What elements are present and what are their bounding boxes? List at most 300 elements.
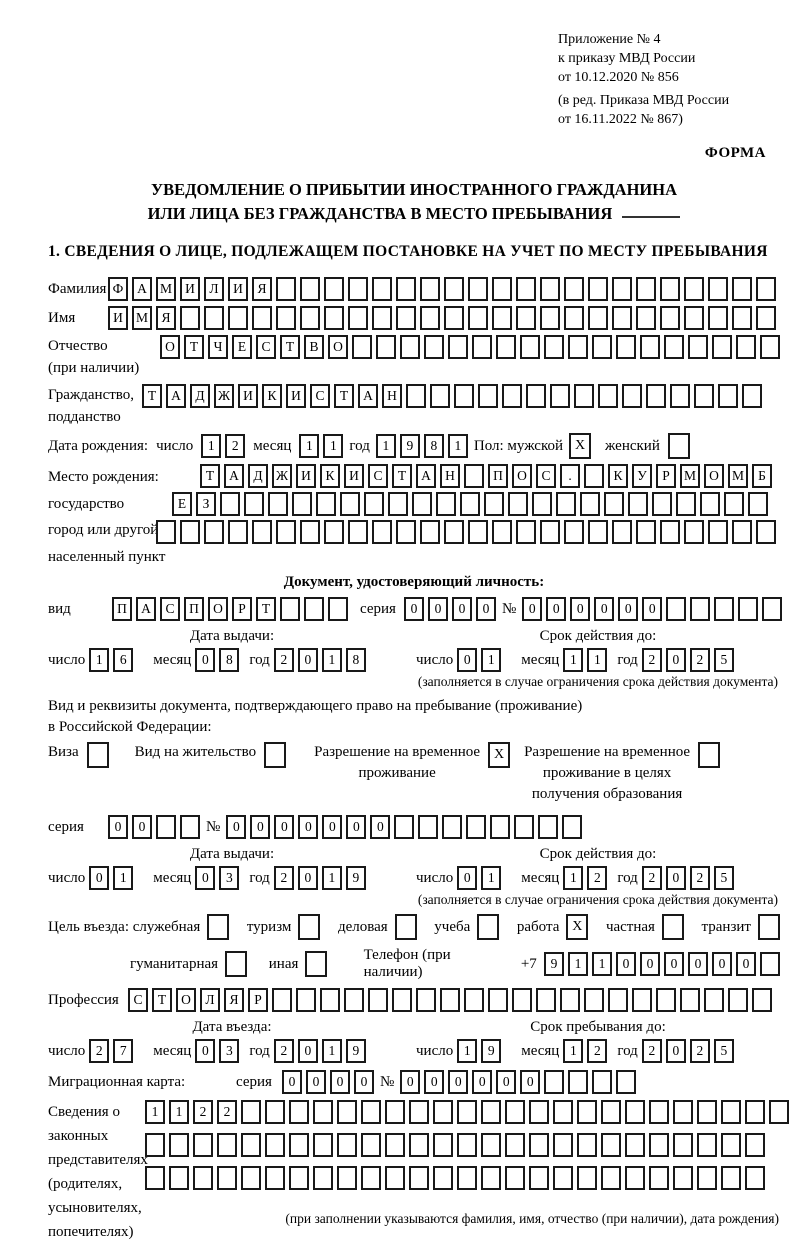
char-cell[interactable]: Я: [156, 306, 176, 330]
char-cell[interactable]: [516, 277, 536, 301]
char-cell[interactable]: [368, 988, 388, 1012]
char-cell[interactable]: 0: [354, 1070, 374, 1094]
char-cell[interactable]: К: [320, 464, 340, 488]
char-cell[interactable]: [328, 597, 348, 621]
study-checkbox[interactable]: [477, 914, 499, 940]
char-cell[interactable]: [502, 384, 522, 408]
char-cell[interactable]: [464, 988, 484, 1012]
char-cell[interactable]: [276, 277, 296, 301]
char-cell[interactable]: [416, 988, 436, 1012]
char-cell[interactable]: [697, 1166, 717, 1190]
char-cell[interactable]: [420, 306, 440, 330]
char-cell[interactable]: [87, 742, 109, 768]
doc-expiry-year-input[interactable]: [642, 648, 734, 672]
char-cell[interactable]: [516, 520, 536, 544]
doc-type-input[interactable]: [112, 597, 348, 621]
permit-expiry-day-input[interactable]: [457, 866, 501, 890]
char-cell[interactable]: [385, 1133, 405, 1157]
char-cell[interactable]: [564, 520, 584, 544]
char-cell[interactable]: [628, 492, 648, 516]
char-cell[interactable]: [296, 988, 316, 1012]
visa-checkbox[interactable]: [87, 742, 109, 768]
char-cell[interactable]: С: [160, 597, 180, 621]
char-cell[interactable]: [430, 384, 450, 408]
char-cell[interactable]: [292, 492, 312, 516]
char-cell[interactable]: 0: [400, 1070, 420, 1094]
char-cell[interactable]: [649, 1133, 669, 1157]
char-cell[interactable]: 1: [568, 952, 588, 976]
char-cell[interactable]: [313, 1166, 333, 1190]
char-cell[interactable]: [396, 306, 416, 330]
char-cell[interactable]: 1: [563, 866, 583, 890]
char-cell[interactable]: [272, 988, 292, 1012]
char-cell[interactable]: [324, 306, 344, 330]
char-cell[interactable]: И: [296, 464, 316, 488]
char-cell[interactable]: И: [238, 384, 258, 408]
char-cell[interactable]: Д: [248, 464, 268, 488]
char-cell[interactable]: [732, 520, 752, 544]
char-cell[interactable]: [664, 335, 684, 359]
char-cell[interactable]: [457, 1166, 477, 1190]
char-cell[interactable]: 1: [201, 434, 221, 458]
char-cell[interactable]: [244, 492, 264, 516]
char-cell[interactable]: [193, 1166, 213, 1190]
doc-expiry-day-input[interactable]: [457, 648, 501, 672]
char-cell[interactable]: Ж: [272, 464, 292, 488]
doc-issue-month-input[interactable]: [195, 648, 239, 672]
tourism-checkbox[interactable]: [298, 914, 320, 940]
char-cell[interactable]: [241, 1133, 261, 1157]
char-cell[interactable]: А: [166, 384, 186, 408]
char-cell[interactable]: [708, 277, 728, 301]
char-cell[interactable]: [560, 988, 580, 1012]
char-cell[interactable]: 2: [274, 1039, 294, 1063]
char-cell[interactable]: [395, 914, 417, 940]
char-cell[interactable]: [636, 520, 656, 544]
char-cell[interactable]: 0: [666, 648, 686, 672]
char-cell[interactable]: [694, 384, 714, 408]
char-cell[interactable]: [752, 988, 772, 1012]
char-cell[interactable]: [742, 384, 762, 408]
char-cell[interactable]: 1: [323, 434, 343, 458]
char-cell[interactable]: [704, 988, 724, 1012]
char-cell[interactable]: [673, 1166, 693, 1190]
surname-input[interactable]: [108, 277, 776, 301]
char-cell[interactable]: О: [328, 335, 348, 359]
char-cell[interactable]: [268, 492, 288, 516]
char-cell[interactable]: [697, 1100, 717, 1124]
permit-expiry-year-input[interactable]: [642, 866, 734, 890]
char-cell[interactable]: И: [286, 384, 306, 408]
doc-issue-year-input[interactable]: [274, 648, 366, 672]
char-cell[interactable]: [145, 1166, 165, 1190]
char-cell[interactable]: 2: [690, 866, 710, 890]
char-cell[interactable]: Е: [172, 492, 192, 516]
char-cell[interactable]: [464, 464, 484, 488]
char-cell[interactable]: И: [344, 464, 364, 488]
char-cell[interactable]: [625, 1166, 645, 1190]
char-cell[interactable]: 0: [428, 597, 448, 621]
char-cell[interactable]: [601, 1166, 621, 1190]
char-cell[interactable]: 0: [322, 815, 342, 839]
char-cell[interactable]: [289, 1100, 309, 1124]
char-cell[interactable]: [625, 1100, 645, 1124]
char-cell[interactable]: [385, 1100, 405, 1124]
char-cell[interactable]: [745, 1133, 765, 1157]
char-cell[interactable]: [612, 520, 632, 544]
char-cell[interactable]: 1: [322, 866, 342, 890]
mig-number-input[interactable]: [400, 1070, 636, 1094]
char-cell[interactable]: Т: [184, 335, 204, 359]
char-cell[interactable]: 0: [666, 866, 686, 890]
char-cell[interactable]: 0: [226, 815, 246, 839]
char-cell[interactable]: [433, 1100, 453, 1124]
char-cell[interactable]: О: [208, 597, 228, 621]
char-cell[interactable]: [700, 492, 720, 516]
char-cell[interactable]: [646, 384, 666, 408]
char-cell[interactable]: [712, 335, 732, 359]
char-cell[interactable]: 0: [370, 815, 390, 839]
char-cell[interactable]: М: [132, 306, 152, 330]
char-cell[interactable]: [721, 1133, 741, 1157]
char-cell[interactable]: [193, 1133, 213, 1157]
permit-issue-month-input[interactable]: [195, 866, 239, 890]
rvp-checkbox[interactable]: [488, 742, 510, 768]
char-cell[interactable]: 2: [642, 648, 662, 672]
char-cell[interactable]: [316, 492, 336, 516]
char-cell[interactable]: 9: [400, 434, 420, 458]
char-cell[interactable]: 0: [496, 1070, 516, 1094]
char-cell[interactable]: [673, 1100, 693, 1124]
char-cell[interactable]: 0: [452, 597, 472, 621]
char-cell[interactable]: 1: [592, 952, 612, 976]
char-cell[interactable]: 1: [145, 1100, 165, 1124]
char-cell[interactable]: [340, 492, 360, 516]
char-cell[interactable]: [758, 914, 780, 940]
rvp-education-checkbox[interactable]: [698, 742, 720, 768]
char-cell[interactable]: [745, 1166, 765, 1190]
char-cell[interactable]: 0: [640, 952, 660, 976]
other-purpose-checkbox[interactable]: [305, 951, 327, 977]
char-cell[interactable]: [400, 335, 420, 359]
char-cell[interactable]: 0: [195, 866, 215, 890]
char-cell[interactable]: [553, 1133, 573, 1157]
doc-issue-day-input[interactable]: [89, 648, 133, 672]
char-cell[interactable]: [601, 1100, 621, 1124]
char-cell[interactable]: [481, 1100, 501, 1124]
char-cell[interactable]: [588, 277, 608, 301]
char-cell[interactable]: [313, 1133, 333, 1157]
patronymic-input[interactable]: [160, 335, 780, 359]
char-cell[interactable]: [529, 1166, 549, 1190]
char-cell[interactable]: [714, 597, 734, 621]
char-cell[interactable]: [276, 520, 296, 544]
char-cell[interactable]: [204, 306, 224, 330]
birth-year-input[interactable]: [376, 434, 468, 458]
char-cell[interactable]: К: [262, 384, 282, 408]
char-cell[interactable]: [732, 277, 752, 301]
char-cell[interactable]: [364, 492, 384, 516]
char-cell[interactable]: 2: [274, 648, 294, 672]
char-cell[interactable]: С: [256, 335, 276, 359]
transit-checkbox[interactable]: [758, 914, 780, 940]
char-cell[interactable]: П: [488, 464, 508, 488]
char-cell[interactable]: [324, 520, 344, 544]
char-cell[interactable]: [337, 1100, 357, 1124]
char-cell[interactable]: 0: [472, 1070, 492, 1094]
char-cell[interactable]: Т: [200, 464, 220, 488]
birth-month-input[interactable]: [299, 434, 343, 458]
char-cell[interactable]: Т: [256, 597, 276, 621]
char-cell[interactable]: [442, 815, 462, 839]
char-cell[interactable]: 8: [219, 648, 239, 672]
char-cell[interactable]: 0: [457, 866, 477, 890]
char-cell[interactable]: П: [184, 597, 204, 621]
char-cell[interactable]: [344, 988, 364, 1012]
char-cell[interactable]: 1: [169, 1100, 189, 1124]
char-cell[interactable]: [472, 335, 492, 359]
char-cell[interactable]: [280, 597, 300, 621]
char-cell[interactable]: О: [512, 464, 532, 488]
char-cell[interactable]: [305, 951, 327, 977]
char-cell[interactable]: 1: [376, 434, 396, 458]
char-cell[interactable]: [313, 1100, 333, 1124]
char-cell[interactable]: [544, 335, 564, 359]
official-checkbox[interactable]: [207, 914, 229, 940]
char-cell[interactable]: [372, 277, 392, 301]
char-cell[interactable]: О: [176, 988, 196, 1012]
char-cell[interactable]: З: [196, 492, 216, 516]
char-cell[interactable]: [440, 988, 460, 1012]
char-cell[interactable]: [156, 520, 176, 544]
permit-issue-day-input[interactable]: [89, 866, 133, 890]
char-cell[interactable]: [728, 988, 748, 1012]
char-cell[interactable]: [673, 1133, 693, 1157]
char-cell[interactable]: 1: [299, 434, 319, 458]
char-cell[interactable]: [409, 1166, 429, 1190]
char-cell[interactable]: [169, 1133, 189, 1157]
char-cell[interactable]: [616, 1070, 636, 1094]
char-cell[interactable]: [418, 815, 438, 839]
char-cell[interactable]: [492, 520, 512, 544]
char-cell[interactable]: [394, 815, 414, 839]
char-cell[interactable]: [492, 306, 512, 330]
char-cell[interactable]: Т: [142, 384, 162, 408]
char-cell[interactable]: [660, 277, 680, 301]
char-cell[interactable]: 1: [457, 1039, 477, 1063]
char-cell[interactable]: [505, 1100, 525, 1124]
char-cell[interactable]: 0: [274, 815, 294, 839]
char-cell[interactable]: [684, 520, 704, 544]
char-cell[interactable]: 6: [113, 648, 133, 672]
char-cell[interactable]: [574, 384, 594, 408]
char-cell[interactable]: [532, 492, 552, 516]
char-cell[interactable]: 0: [89, 866, 109, 890]
char-cell[interactable]: [444, 520, 464, 544]
char-cell[interactable]: [512, 988, 532, 1012]
doc-number-input[interactable]: [522, 597, 782, 621]
char-cell[interactable]: [217, 1166, 237, 1190]
char-cell[interactable]: [252, 306, 272, 330]
char-cell[interactable]: [529, 1100, 549, 1124]
char-cell[interactable]: 1: [587, 648, 607, 672]
char-cell[interactable]: [745, 1100, 765, 1124]
char-cell[interactable]: 0: [195, 1039, 215, 1063]
char-cell[interactable]: X: [488, 742, 510, 768]
char-cell[interactable]: [180, 815, 200, 839]
char-cell[interactable]: [564, 277, 584, 301]
char-cell[interactable]: 0: [132, 815, 152, 839]
char-cell[interactable]: М: [680, 464, 700, 488]
char-cell[interactable]: [468, 306, 488, 330]
char-cell[interactable]: [289, 1133, 309, 1157]
char-cell[interactable]: [604, 492, 624, 516]
char-cell[interactable]: .: [560, 464, 580, 488]
char-cell[interactable]: 0: [298, 866, 318, 890]
char-cell[interactable]: [616, 335, 636, 359]
char-cell[interactable]: 2: [587, 866, 607, 890]
char-cell[interactable]: А: [416, 464, 436, 488]
char-cell[interactable]: 5: [714, 1039, 734, 1063]
char-cell[interactable]: [444, 306, 464, 330]
representative-line2-input[interactable]: [145, 1133, 765, 1157]
char-cell[interactable]: Т: [280, 335, 300, 359]
char-cell[interactable]: 0: [298, 648, 318, 672]
birth-day-input[interactable]: [201, 434, 245, 458]
char-cell[interactable]: [529, 1133, 549, 1157]
char-cell[interactable]: 0: [282, 1070, 302, 1094]
char-cell[interactable]: [718, 384, 738, 408]
char-cell[interactable]: [300, 277, 320, 301]
char-cell[interactable]: [684, 277, 704, 301]
char-cell[interactable]: [488, 988, 508, 1012]
char-cell[interactable]: Я: [252, 277, 272, 301]
char-cell[interactable]: 1: [89, 648, 109, 672]
birthplace-line2-input[interactable]: [172, 492, 768, 516]
char-cell[interactable]: [636, 306, 656, 330]
char-cell[interactable]: [660, 306, 680, 330]
char-cell[interactable]: [241, 1166, 261, 1190]
char-cell[interactable]: 5: [714, 866, 734, 890]
name-input[interactable]: [108, 306, 776, 330]
char-cell[interactable]: [601, 1133, 621, 1157]
char-cell[interactable]: [756, 520, 776, 544]
char-cell[interactable]: [466, 815, 486, 839]
humanitarian-checkbox[interactable]: [225, 951, 247, 977]
char-cell[interactable]: [436, 492, 456, 516]
char-cell[interactable]: [300, 306, 320, 330]
char-cell[interactable]: [348, 277, 368, 301]
char-cell[interactable]: [540, 277, 560, 301]
char-cell[interactable]: Л: [204, 277, 224, 301]
char-cell[interactable]: [721, 1166, 741, 1190]
char-cell[interactable]: [228, 520, 248, 544]
char-cell[interactable]: 0: [298, 1039, 318, 1063]
char-cell[interactable]: Я: [224, 988, 244, 1012]
char-cell[interactable]: В: [304, 335, 324, 359]
char-cell[interactable]: [514, 815, 534, 839]
char-cell[interactable]: Н: [440, 464, 460, 488]
char-cell[interactable]: [622, 384, 642, 408]
char-cell[interactable]: [732, 306, 752, 330]
char-cell[interactable]: [252, 520, 272, 544]
char-cell[interactable]: 2: [89, 1039, 109, 1063]
char-cell[interactable]: [550, 384, 570, 408]
char-cell[interactable]: [372, 306, 392, 330]
char-cell[interactable]: [584, 464, 604, 488]
char-cell[interactable]: [477, 914, 499, 940]
char-cell[interactable]: 0: [642, 597, 662, 621]
char-cell[interactable]: К: [608, 464, 628, 488]
char-cell[interactable]: А: [136, 597, 156, 621]
char-cell[interactable]: [564, 306, 584, 330]
mig-series-input[interactable]: [282, 1070, 374, 1094]
char-cell[interactable]: 0: [424, 1070, 444, 1094]
char-cell[interactable]: [361, 1100, 381, 1124]
work-checkbox[interactable]: [566, 914, 588, 940]
char-cell[interactable]: [516, 306, 536, 330]
char-cell[interactable]: [608, 988, 628, 1012]
char-cell[interactable]: [592, 1070, 612, 1094]
char-cell[interactable]: А: [224, 464, 244, 488]
char-cell[interactable]: 2: [193, 1100, 213, 1124]
char-cell[interactable]: [553, 1166, 573, 1190]
char-cell[interactable]: [265, 1133, 285, 1157]
char-cell[interactable]: [468, 520, 488, 544]
char-cell[interactable]: 3: [219, 1039, 239, 1063]
char-cell[interactable]: А: [132, 277, 152, 301]
char-cell[interactable]: [738, 597, 758, 621]
char-cell[interactable]: [505, 1133, 525, 1157]
char-cell[interactable]: [760, 335, 780, 359]
char-cell[interactable]: [612, 277, 632, 301]
char-cell[interactable]: 0: [448, 1070, 468, 1094]
birthplace-line3-input[interactable]: [156, 520, 776, 544]
char-cell[interactable]: 5: [714, 648, 734, 672]
char-cell[interactable]: [736, 335, 756, 359]
char-cell[interactable]: 0: [666, 1039, 686, 1063]
permit-number-input[interactable]: [226, 815, 582, 839]
char-cell[interactable]: 2: [274, 866, 294, 890]
char-cell[interactable]: [409, 1100, 429, 1124]
char-cell[interactable]: [496, 335, 516, 359]
char-cell[interactable]: Ч: [208, 335, 228, 359]
char-cell[interactable]: [228, 306, 248, 330]
char-cell[interactable]: [666, 597, 686, 621]
char-cell[interactable]: 1: [448, 434, 468, 458]
char-cell[interactable]: [724, 492, 744, 516]
char-cell[interactable]: [680, 988, 700, 1012]
char-cell[interactable]: С: [310, 384, 330, 408]
char-cell[interactable]: [396, 520, 416, 544]
profession-input[interactable]: [128, 988, 772, 1012]
char-cell[interactable]: П: [112, 597, 132, 621]
char-cell[interactable]: [640, 335, 660, 359]
char-cell[interactable]: 8: [424, 434, 444, 458]
char-cell[interactable]: [385, 1166, 405, 1190]
char-cell[interactable]: 2: [217, 1100, 237, 1124]
char-cell[interactable]: [612, 306, 632, 330]
char-cell[interactable]: 1: [563, 648, 583, 672]
char-cell[interactable]: [337, 1133, 357, 1157]
char-cell[interactable]: [324, 277, 344, 301]
residence-permit-checkbox[interactable]: [264, 742, 286, 768]
char-cell[interactable]: [207, 914, 229, 940]
char-cell[interactable]: 9: [346, 866, 366, 890]
char-cell[interactable]: И: [228, 277, 248, 301]
char-cell[interactable]: [592, 335, 612, 359]
char-cell[interactable]: [588, 306, 608, 330]
